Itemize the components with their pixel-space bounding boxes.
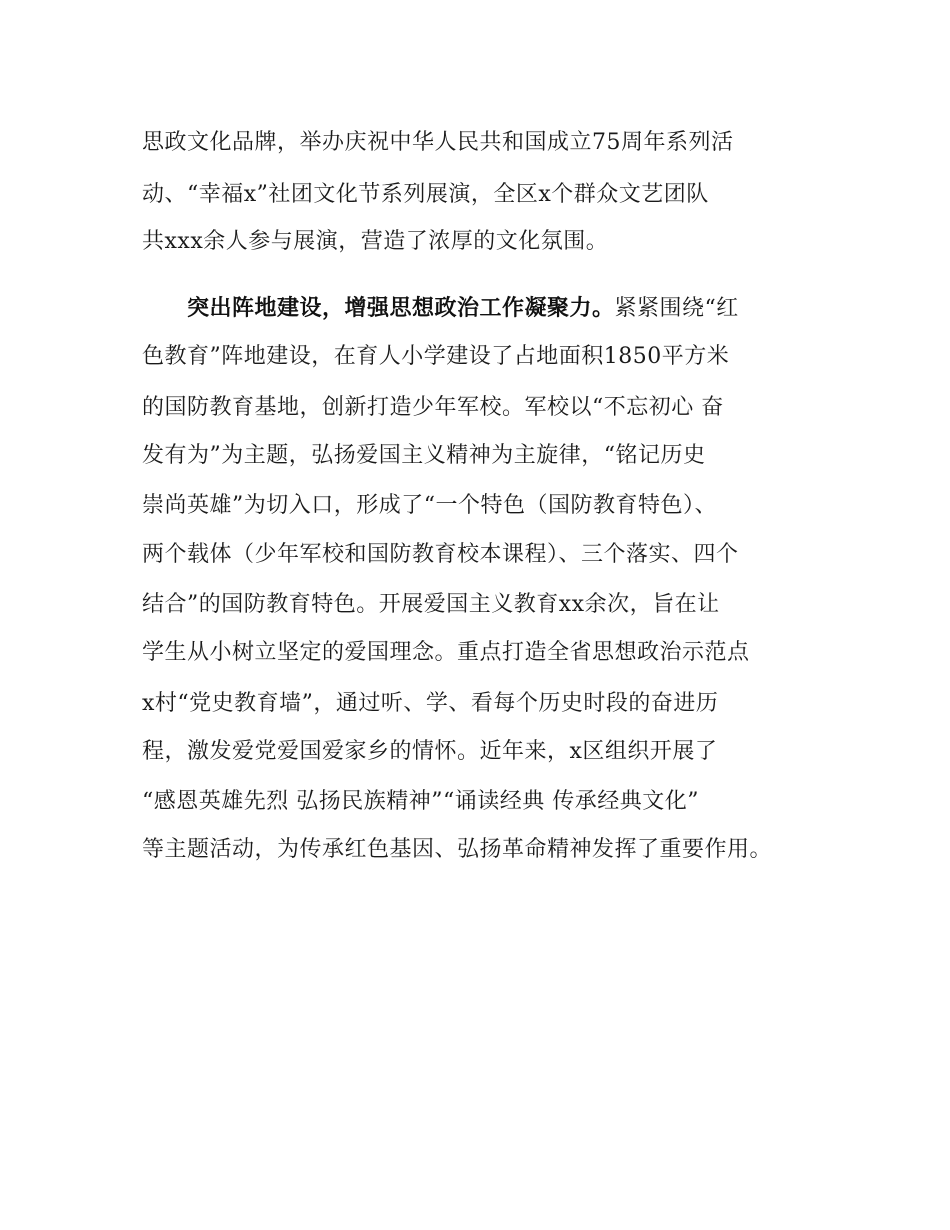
paragraph-2-line-3: 的国防教育基地，创新打造少年军校。军校以“不忘初心 奋 <box>142 395 724 420</box>
paragraph-2-line-2: 色教育”阵地建设，在育人小学建设了占地面积1850平方米 <box>142 344 730 369</box>
paragraph-2-line-1-rest: 紧紧围绕“红 <box>614 296 739 321</box>
paragraph-2-line-9: x村“党史教育墙”，通过听、学、看每个历史时段的奋进历 <box>142 691 719 716</box>
paragraph-2-line-7: 结合”的国防教育特色。开展爱国主义教育xx余次，旨在让 <box>142 592 720 617</box>
paragraph-2-line-6: 两个载体（少年军校和国防教育校本课程）、三个落实、四个 <box>142 542 739 567</box>
section-heading: 突出阵地建设，增强思想政治工作凝聚力。 <box>187 296 615 321</box>
paragraph-2-line-8: 学生从小树立坚定的爱国理念。重点打造全省思想政治示范点 <box>142 640 750 665</box>
paragraph-1-line-3: 共xxx余人参与展演，营造了浓厚的文化氛围。 <box>142 229 609 254</box>
paragraph-2-line-1 <box>187 294 739 324</box>
paragraph-1-line-1: 思政文化品牌，举办庆祝中华人民共和国成立75周年系列活 <box>142 130 734 155</box>
paragraph-2-line-5: 崇尚英雄”为切入口，形成了“一个特色（国防教育特色）、 <box>142 493 717 518</box>
paragraph-1-line-2: 动、“幸福x”社团文化节系列展演，全区x个群众文艺团队 <box>142 182 709 207</box>
paragraph-2-line-4: 发有为”为主题，弘扬爱国主义精神为主旋律，“铭记历史 <box>142 443 706 468</box>
paragraph-2-line-11: “感恩英雄先烈 弘扬民族精神”“诵读经典 传承经典文化” <box>142 789 699 814</box>
paragraph-2-line-12: 等主题活动，为传承红色基因、弘扬革命精神发挥了重要作用。 <box>142 837 773 862</box>
paragraph-2-line-10: 程，激发爱党爱国爱家乡的情怀。近年来，x区组织开展了 <box>142 739 718 764</box>
